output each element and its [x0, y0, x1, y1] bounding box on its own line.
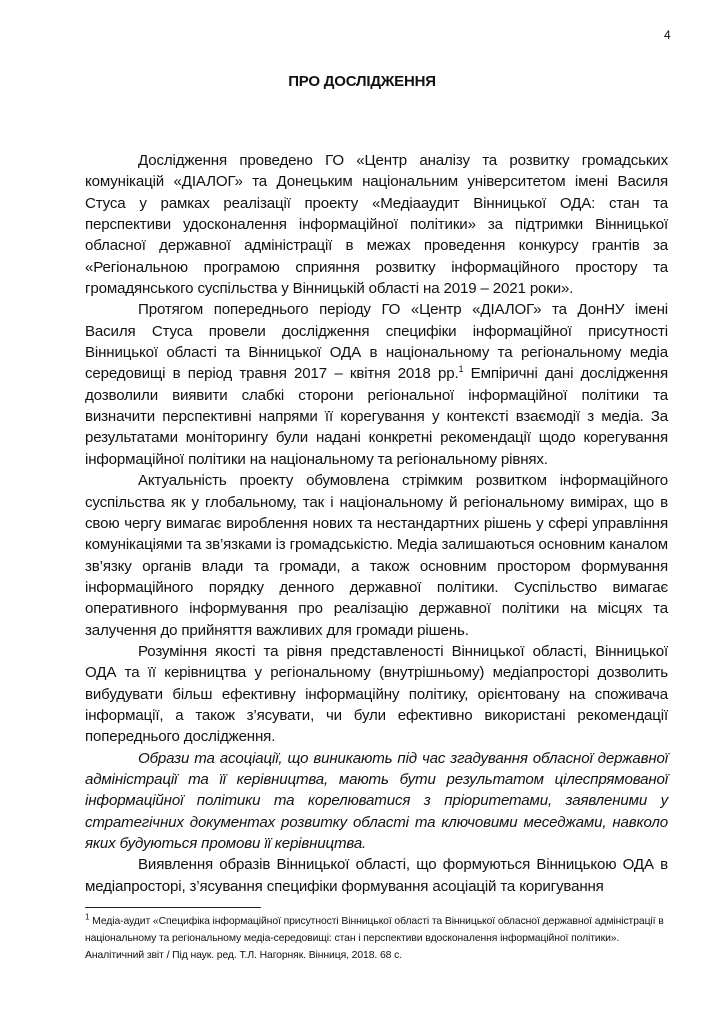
paragraph-4: Розуміння якості та рівня представленості Вінницької області, Вінницької ОДА та її керівництва у регіональному (внутрішньому) медіапросторі дозволить вибудувати більш ефективну інформаційну політику, орієнтовану на споживача інформації, а також з’ясувати, чи були ефективно використані рекомендації попереднього дослідження. — [85, 642, 668, 746]
footnote-reference[interactable]: 1 — [458, 364, 464, 375]
paragraph-2 — [85, 299, 668, 470]
body-text — [85, 150, 668, 897]
paragraph-3: Актуальність проекту обумовлена стрімким розвитком інформаційного суспільства як у глобальному, так і національному й регіональному вимірах, що в свою чергу вимагає вироблення нових та нестандартних рішень у сфері управління комунікаціями та зв’язками із громадськістю. Медіа залишаються основним каналом зв’язку органів влади та громади, а також основним простором формування інформаційного порядку денного державної політики. Суспільство вимагає оперативного інформування про реалізацію державної політики на місцях та залучення до прийняття важливих для громади рішень. — [85, 472, 668, 639]
paragraph-5-italic: Образи та асоціації, що виникають під час згадування обласної державної адміністрації та її керівництва, мають бути результатом цілеспрямованої інформаційної політики та корелюватися з пріоритетами, заявленими у стратегічних документах розвитку області та ключовими меседжами, навколо яких будуються промови її керівництва. — [85, 749, 668, 852]
footnote — [85, 913, 668, 964]
paragraph-6: Виявлення образів Вінницької області, що формуються Вінницькою ОДА в медіапросторі, з’ясування специфіки формування асоціацій та коригування — [85, 856, 668, 895]
paragraph-2-text-b: Емпіричні дані дослідження дозволили виявити слабкі сторони регіональної інформаційної політики та визначити перспективні напрями її корегування у контексті взаємодії з медіа. За результатами моніторингу були надані конкретні рекомендації щодо корегування інформаційної політики на національному та регіональному рівнях. — [85, 365, 668, 468]
page-number: 4 — [664, 28, 671, 42]
paragraph-2-text-a: Протягом попереднього періоду ГО «Центр «ДІАЛОГ» та ДонНУ імені Василя Стуса провели дослідження специфіки інформаційної присутності Вінницької області та Вінницької ОДА в національному та регіональному медіа середовищі в період травня 2017 – квітня 2018 рр. — [85, 301, 668, 383]
footnote-text: Медіа-аудит «Специфіка інформаційної присутності Вінницької області та Вінницької обласної державної адміністрації в національному та регіональному медіа-середовищі: стан і перспективи вдосконалення інформаційної політики». Аналітичний звіт / Під наук. ред. Т.Л. Нагорняк. Вінниця, 2018. 68 с. — [85, 916, 664, 961]
page-title: ПРО ДОСЛІДЖЕННЯ — [288, 73, 436, 90]
footnote-separator — [85, 907, 261, 908]
paragraph-1: Дослідження проведено ГО «Центр аналізу та розвитку громадських комунікацій «ДІАЛОГ» та Донецьким національним університетом імені Василя Стуса у рамках реалізації проекту «Медіааудит Вінницької ОДА: стан та перспективи удосконалення інформаційної політики» за підтримки Вінницької обласної державної адміністрації в межах проведення конкурсу грантів за «Регіональною програмою сприяння розвитку інформаційного простору та громадянського суспільства у Вінницькій області на 2019 – 2021 роки». — [85, 152, 668, 298]
footnote-number: 1 — [85, 912, 90, 922]
